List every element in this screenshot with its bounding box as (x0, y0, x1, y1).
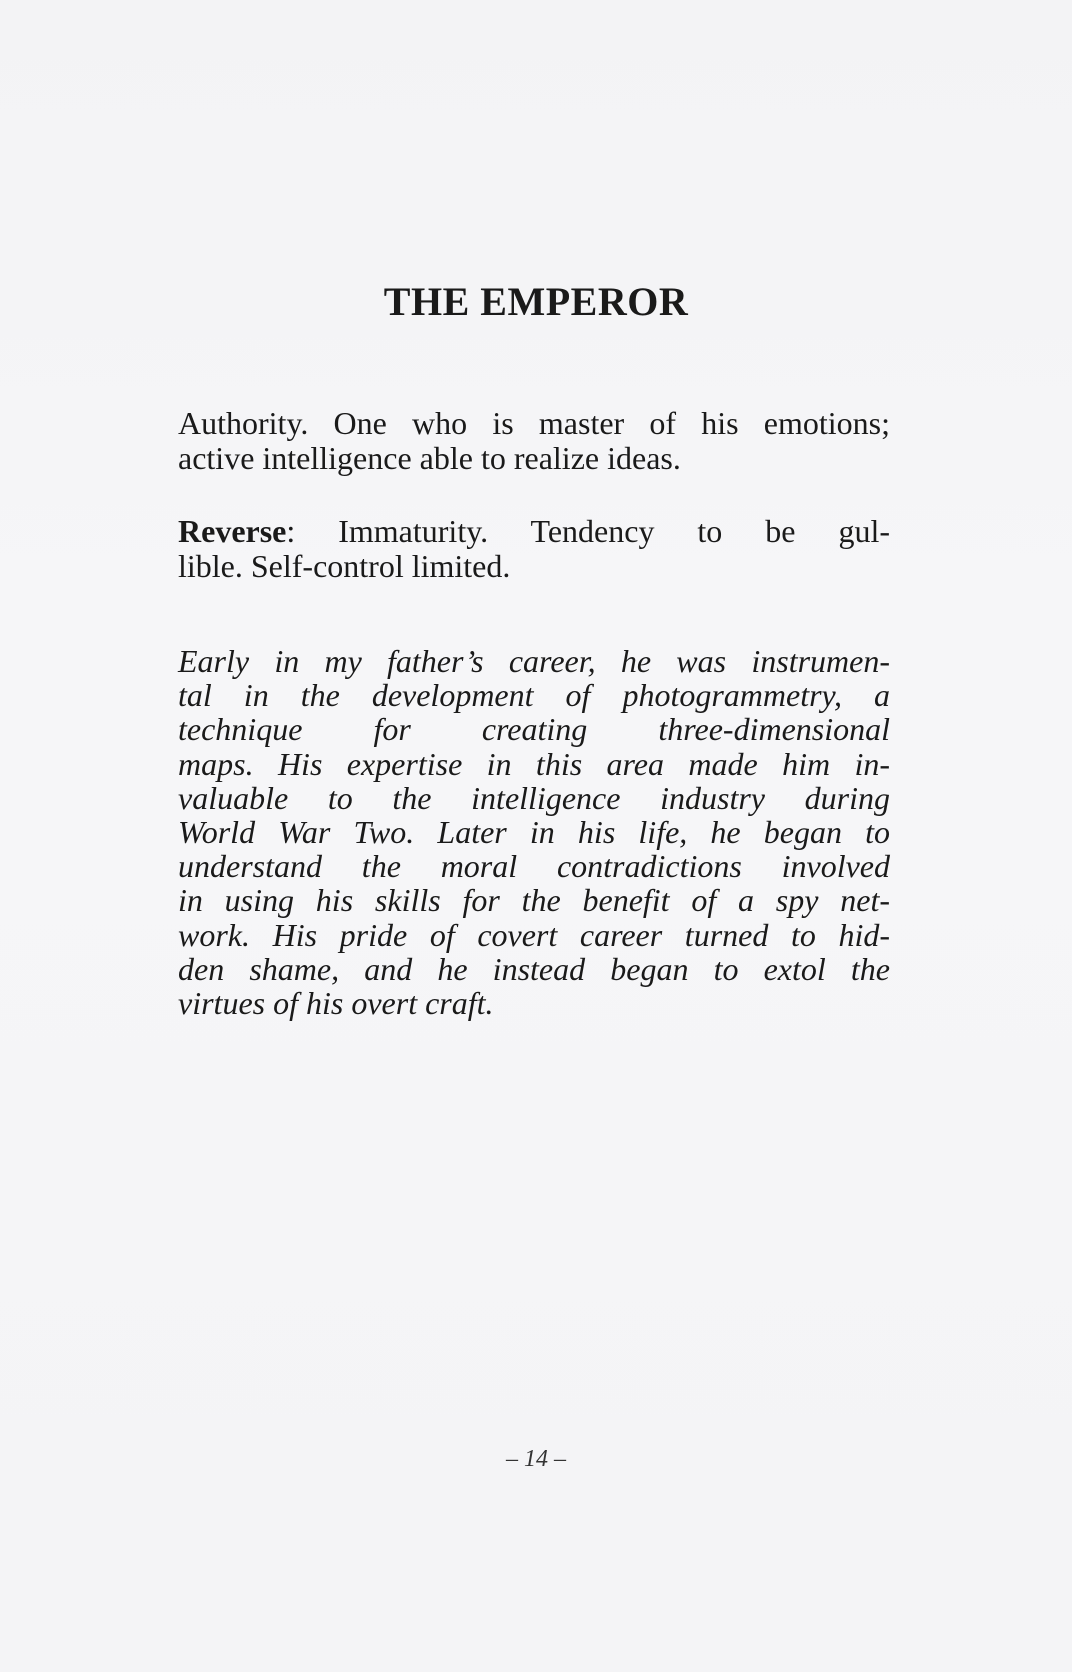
reverse-label: Reverse (178, 513, 287, 549)
page-title: THE EMPEROR (383, 279, 689, 324)
story-paragraph (178, 644, 890, 1020)
story-line: valuable to the intelligence industry during (178, 779, 890, 816)
story-line: tal in the development of photogrammetry, a (178, 677, 890, 714)
meaning-line: Authority. One who is master of his emotions; (178, 405, 890, 441)
story-line: in using his skills for the benefit of a spy net- (178, 882, 890, 919)
meaning-paragraph (178, 406, 890, 476)
story-line: work. His pride of covert career turned to hid- (178, 916, 890, 953)
story-line: understand the moral contradictions involved (178, 848, 890, 885)
reverse-paragraph (178, 514, 890, 584)
reverse-text: : Immaturity. Tendency to be gul- (286, 513, 890, 549)
story-line: technique for creating three-dimensional (178, 711, 890, 748)
meaning-line: active intelligence able to realize ideas. (178, 440, 681, 476)
story-line: den shame, and he instead began to extol the (178, 950, 890, 987)
story-line: maps. His expertise in this area made him in- (178, 745, 890, 782)
reverse-line: lible. Self-control limited. (178, 548, 511, 584)
page-number: – 14 – (506, 1446, 566, 1472)
reverse-line (178, 514, 890, 549)
story-line: virtues of his overt craft. (178, 985, 494, 1022)
story-line: World War Two. Later in his life, he began to (178, 814, 890, 851)
story-line: Early in my father’s career, he was instrumen- (178, 643, 890, 679)
